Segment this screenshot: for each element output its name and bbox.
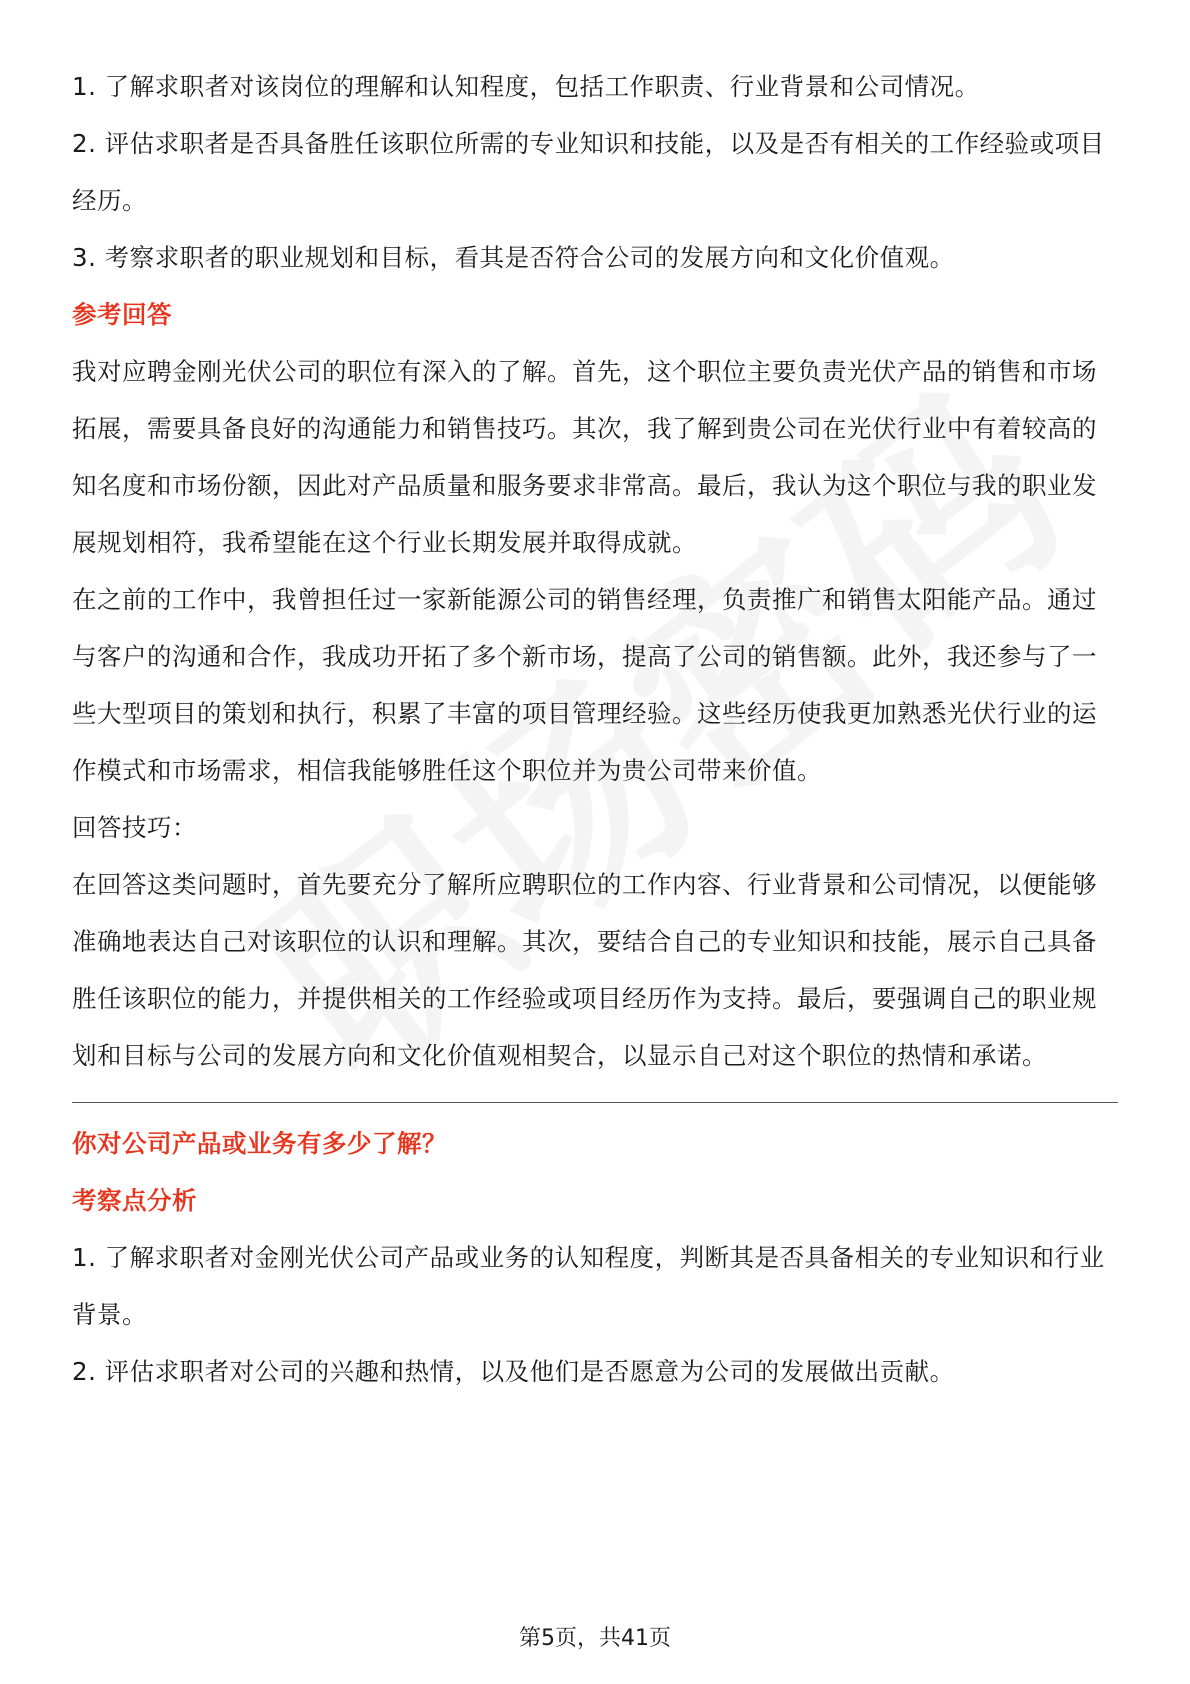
analysis-heading: 考察点分析: [72, 1186, 197, 1215]
tips-label: 回答技巧：: [72, 813, 197, 842]
point-b-1: 1. 了解求职者对金刚光伏公司产品或业务的认知程度，判断其是否具备相关的专业知识和行业背景。: [72, 1243, 1105, 1329]
reference-heading: 参考回答: [72, 300, 172, 329]
point-b-2: 2. 评估求职者对公司的兴趣和热情，以及他们是否愿意为公司的发展做出贡献。: [72, 1357, 955, 1386]
question-heading: 你对公司产品或业务有多少了解？: [72, 1129, 447, 1158]
section-divider: [72, 1102, 1118, 1103]
page-footer: 第5页，共41页: [519, 1626, 671, 1651]
point-a-3: 3. 考察求职者的职业规划和目标，看其是否符合公司的发展方向和文化价值观。: [72, 243, 955, 272]
answer-paragraph-2: 在之前的工作中，我曾担任过一家新能源公司的销售经理，负责推广和销售太阳能产品。通过与客户的沟通和合作，我成功开拓了多个新市场，提高了公司的销售额。此外，我还参与了一些大型项目的策划和执行，积累了丰富的项目管理经验。这些经历使我更加熟悉光伏行业的运作模式和市场需求，相信我能够胜任这个职位并为贵公司带来价值。: [72, 585, 1097, 785]
answer-paragraph-1: 我对应聘金刚光伏公司的职位有深入的了解。首先，这个职位主要负责光伏产品的销售和市场拓展，需要具备良好的沟通能力和销售技巧。其次，我了解到贵公司在光伏行业中有着较高的知名度和市场份额，因此对产品质量和服务要求非常高。最后，我认为这个职位与我的职业发展规划相符，我希望能在这个行业长期发展并取得成就。: [72, 357, 1097, 557]
point-a-2: 2. 评估求职者是否具备胜任该职位所需的专业知识和技能，以及是否有相关的工作经验或项目经历。: [72, 129, 1105, 215]
tips-text: 在回答这类问题时，首先要充分了解所应聘职位的工作内容、行业背景和公司情况，以便能够准确地表达自己对该职位的认识和理解。其次，要结合自己的专业知识和技能，展示自己具备胜任该职位的能力，并提供相关的工作经验或项目经历作为支持。最后，要强调自己的职业规划和目标与公司的发展方向和文化价值观相契合，以显示自己对这个职位的热情和承诺。: [72, 870, 1097, 1070]
point-a-1: 1. 了解求职者对该岗位的理解和认知程度，包括工作职责、行业背景和公司情况。: [72, 72, 980, 101]
document-page: [72, 58, 1118, 1400]
